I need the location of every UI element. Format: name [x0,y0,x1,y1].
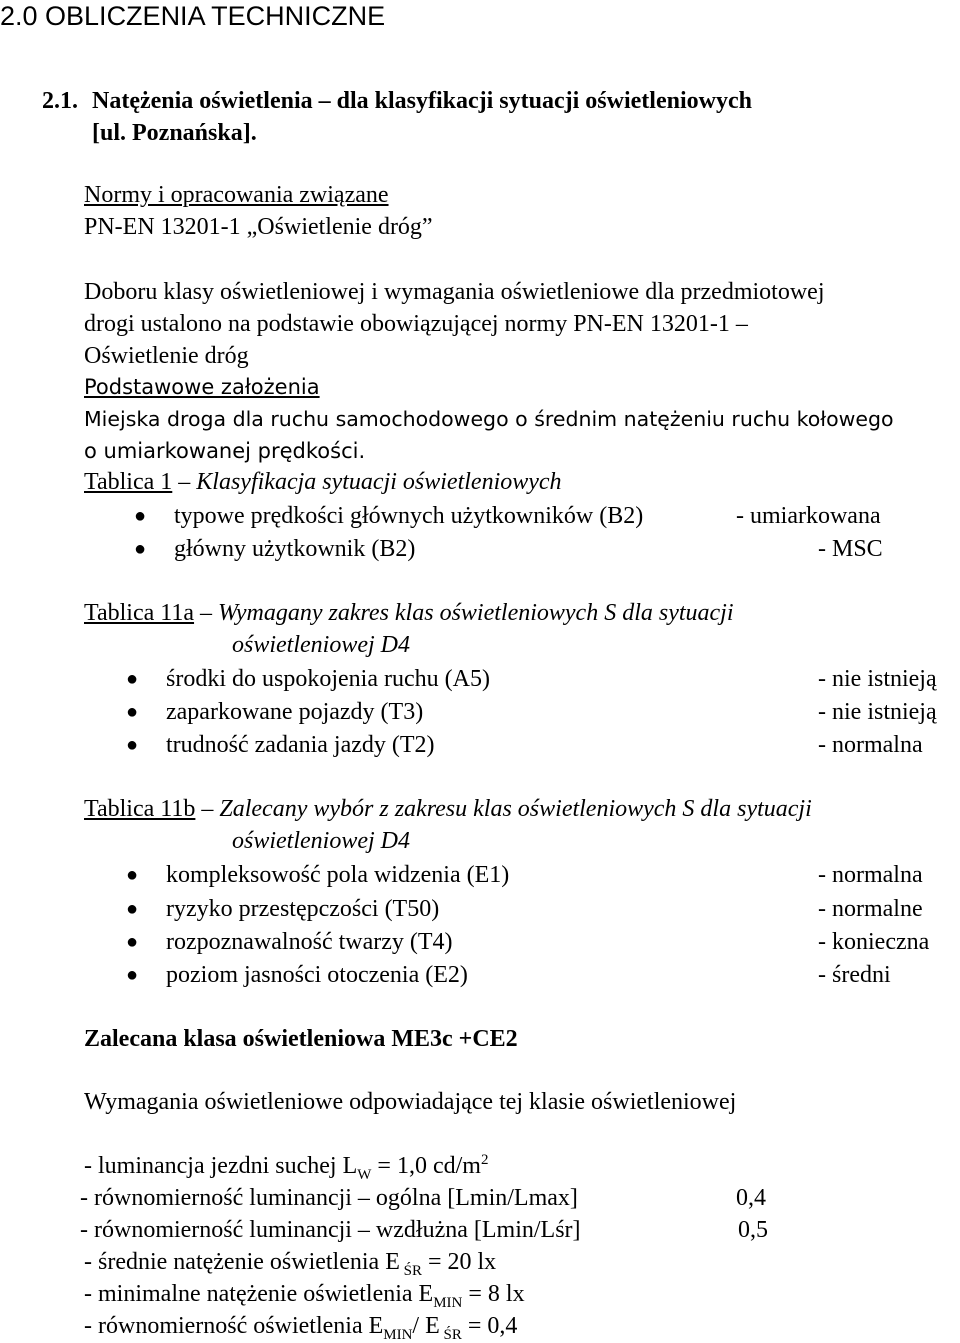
table11b-item-4-value: - średni [818,962,891,988]
bullet-icon: ● [126,668,139,690]
bullet-icon: ● [126,964,139,986]
table11b-title-line1: Zalecany wybór z zakresu klas oświetleniowych S dla sytuacji [219,796,812,822]
table11b-item-1-value: - normalna [818,862,923,888]
table11b-title-line2: oświetleniowej D4 [232,828,410,854]
requirement-uniformity-overall: - równomierność luminancji – ogólna [Lmin/Lmax] [80,1185,578,1211]
table11b-item-3-value: - konieczna [818,929,930,955]
document-heading: 2.0 OBLICZENIA TECHNICZNE [0,1,386,31]
requirement-min-illuminance: - minimalne natężenie oświetlenia $E_{MIN} = 8$ lx [84,1281,525,1311]
intro-line-1: Doboru klasy oświetleniowej i wymagania oświetleniowe dla przedmiotowej [84,279,825,305]
table11a-label: Tablica 11a [84,600,195,626]
section-title-line1: Natężenia oświetlenia – dla klasyfikacji sytuacji oświetleniowych [92,88,752,114]
table1-title: Klasyfikacja sytuacji oświetleniowych [196,469,562,495]
requirement-uniformity-longitudinal-value: 0,5 [738,1217,768,1243]
table11a-item-3-name: trudność zadania jazdy (T2) [166,732,435,758]
requirement-avg-illuminance: - średnie natężenie oświetlenia E $_{ŚR}$ = 20 lx [84,1249,497,1279]
bullet-icon: ● [126,864,139,886]
table11a-item-3-value: - normalna [818,732,923,758]
table1-item-1-name: typowe prędkości głównych użytkowników (B2) [174,503,644,529]
table11b-item-1-name: kompleksowość pola widzenia (E1) [166,862,510,888]
requirements-heading: Wymagania oświetleniowe odpowiadające tej klasie oświetleniowej [84,1089,737,1115]
bullet-icon: ● [126,931,139,953]
table11a-title-line2: oświetleniowej D4 [232,632,410,658]
bullet-icon: ● [126,734,139,756]
norms-heading: Normy i opracowania związane [84,182,389,208]
table11b-caption: Tablica 11b – Zalecany wybór z zakresu klas oświetleniowych S dla sytuacji [84,796,812,822]
assumptions-heading: Podstawowe założenia [84,375,320,399]
table11b-item-3-name: rozpoznawalność twarzy (T4) [166,929,453,955]
table11a-item-2-name: zaparkowane pojazdy (T3) [166,699,424,725]
table11a-item-1-name: środki do uspokojenia ruchu (A5) [166,666,490,692]
requirement-uniformity-overall-value: 0,4 [736,1185,766,1211]
requirement-luminance: - luminancja jezdni suchej $L_W = 1,0$ $cd/m^2$ [84,1152,489,1183]
table1-item-2-value: - MSC [818,536,883,562]
table11a-item-2-value: - nie istnieją [818,699,937,725]
assumptions-line-1: Miejska droga dla ruchu samochodowego o średnim natężeniu ruchu kołowego [84,407,894,431]
table11a-caption: Tablica 11a – Wymagany zakres klas oświetleniowych S dla sytuacji [84,600,734,626]
bullet-icon: ● [126,701,139,723]
bullet-icon: ● [126,898,139,920]
table1-caption: Tablica 1 – Klasyfikacja sytuacji oświetleniowych [84,469,562,495]
table1-label: Tablica 1 [84,469,173,495]
table11b-item-2-value: - normalne [818,896,923,922]
intro-line-3: Oświetlenie dróg [84,343,249,369]
recommended-class: Zalecana klasa oświetleniowa ME3c +CE2 [84,1026,518,1052]
table1-item-2-name: główny użytkownik (B2) [174,536,416,562]
intro-line-2: drogi ustalono na podstawie obowiązującej normy PN-EN 13201-1 – [84,311,748,337]
assumptions-line-2: o umiarkowanej prędkości. [84,439,366,463]
requirement-uniformity-longitudinal: - równomierność luminancji – wzdłużna [Lmin/Lśr] [80,1217,581,1243]
table11b-label: Tablica 11b [84,796,196,822]
norm-reference: PN-EN 13201-1 „Oświetlenie dróg” [84,214,433,240]
table11b-item-2-name: ryzyko przestępczości (T50) [166,896,440,922]
table11a-item-1-value: - nie istnieją [818,666,937,692]
section-number: 2.1. [42,88,78,114]
table1-item-1-value: - umiarkowana [736,503,881,529]
table11b-item-4-name: poziom jasności otoczenia (E2) [166,962,468,988]
table11a-title-line1: Wymagany zakres klas oświetleniowych S dla sytuacji [218,600,734,626]
section-title-line2: [ul. Poznańska]. [92,120,257,146]
bullet-icon: ● [134,505,147,527]
requirement-illuminance-uniformity: - równomierność oświetlenia $E_{MIN}/$ E $_{ŚR}$ = 0,4 [84,1313,518,1343]
bullet-icon: ● [134,538,147,560]
